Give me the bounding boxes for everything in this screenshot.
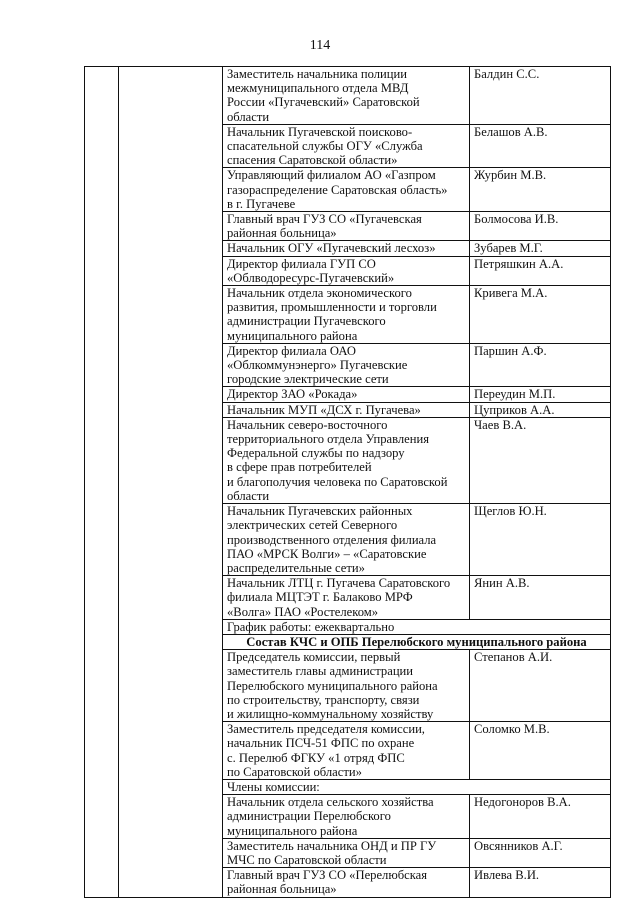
name-cell: Переудин М.П. bbox=[470, 387, 611, 402]
table-row bbox=[85, 67, 611, 125]
schedule-text: График работы: ежеквартально bbox=[223, 619, 611, 634]
name-cell: Ивлева В.И. bbox=[470, 868, 611, 897]
name-cell: Журбин М.В. bbox=[470, 168, 611, 212]
position-cell: Начальник МУП «ДСХ г. Пугачева» bbox=[223, 402, 470, 417]
position-cell: Начальник Пугачевской поисково- спасательной службы ОГУ «Служба спасения Саратовской области» bbox=[223, 124, 470, 168]
position-cell: Начальник отдела экономического развития, промышленности и торговли администрации Пугачевского муниципального района bbox=[223, 286, 470, 344]
position-cell: Директор филиала ОАО «Облкоммунэнерго» Пугачевские городские электрические сети bbox=[223, 343, 470, 387]
number-column-cell bbox=[85, 67, 119, 898]
name-cell: Болмосова И.В. bbox=[470, 212, 611, 241]
position-cell: Управляющий филиалом АО «Газпром газораспределение Саратовская область» в г. Пугачеве bbox=[223, 168, 470, 212]
position-cell: Председатель комиссии, первый заместитель главы администрации Перелюбского муниципального района по строительству, транспорту, связи и жилищно-коммунальному хозяйству bbox=[223, 650, 470, 722]
name-cell: Кривега М.А. bbox=[470, 286, 611, 344]
name-cell: Щеглов Ю.Н. bbox=[470, 504, 611, 576]
name-cell: Петряшкин А.А. bbox=[470, 256, 611, 285]
position-cell: Заместитель начальника полиции межмуниципального отдела МВД России «Пугачевский» Саратовской области bbox=[223, 67, 470, 125]
position-cell: Начальник ОГУ «Пугачевский лесхоз» bbox=[223, 241, 470, 256]
name-cell: Белашов А.В. bbox=[470, 124, 611, 168]
position-cell: Начальник северо-восточного территориального отдела Управления Федеральной службы по надзору в сфере прав потребителей и благополучия человека по Саратовской области bbox=[223, 417, 470, 503]
position-cell: Начальник ЛТЦ г. Пугачева Саратовского филиала МЦТЭТ г. Балаково МРФ «Волга» ПАО «Ростелеком» bbox=[223, 576, 470, 620]
section-title: Состав КЧС и ОПБ Перелюбского муниципального района bbox=[223, 634, 611, 649]
position-cell: Заместитель начальника ОНД и ПР ГУ МЧС по Саратовской области bbox=[223, 838, 470, 867]
name-cell: Чаев В.А. bbox=[470, 417, 611, 503]
commission-table bbox=[84, 66, 611, 898]
name-cell: Овсянников А.Г. bbox=[470, 838, 611, 867]
name-cell: Янин А.В. bbox=[470, 576, 611, 620]
name-cell: Паршин А.Ф. bbox=[470, 343, 611, 387]
page-number: 114 bbox=[309, 38, 331, 53]
name-cell: Степанов А.И. bbox=[470, 650, 611, 722]
position-cell: Директор ЗАО «Рокада» bbox=[223, 387, 470, 402]
position-cell: Директор филиала ГУП СО «Облводоресурс-Пугачевский» bbox=[223, 256, 470, 285]
position-cell: Начальник Пугачевских районных электрических сетей Северного производственного отделения филиала ПАО «МРСК Волги» – «Саратовские распределительные сети» bbox=[223, 504, 470, 576]
district-column-cell bbox=[119, 67, 223, 898]
name-cell: Цуприков А.А. bbox=[470, 402, 611, 417]
position-cell: Главный врач ГУЗ СО «Перелюбская районная больница» bbox=[223, 868, 470, 897]
name-cell: Соломко М.В. bbox=[470, 722, 611, 780]
position-cell: Заместитель председателя комиссии, начальник ПСЧ-51 ФПС по охране с. Перелюб ФГКУ «1 отряд ФПС по Саратовской области» bbox=[223, 722, 470, 780]
name-cell: Зубарев М.Г. bbox=[470, 241, 611, 256]
name-cell: Недогоноров В.А. bbox=[470, 795, 611, 839]
position-cell: Начальник отдела сельского хозяйства администрации Перелюбского муниципального района bbox=[223, 795, 470, 839]
members-label: Члены комиссии: bbox=[223, 779, 611, 794]
position-cell: Главный врач ГУЗ СО «Пугачевская районная больница» bbox=[223, 212, 470, 241]
name-cell: Балдин С.С. bbox=[470, 67, 611, 125]
